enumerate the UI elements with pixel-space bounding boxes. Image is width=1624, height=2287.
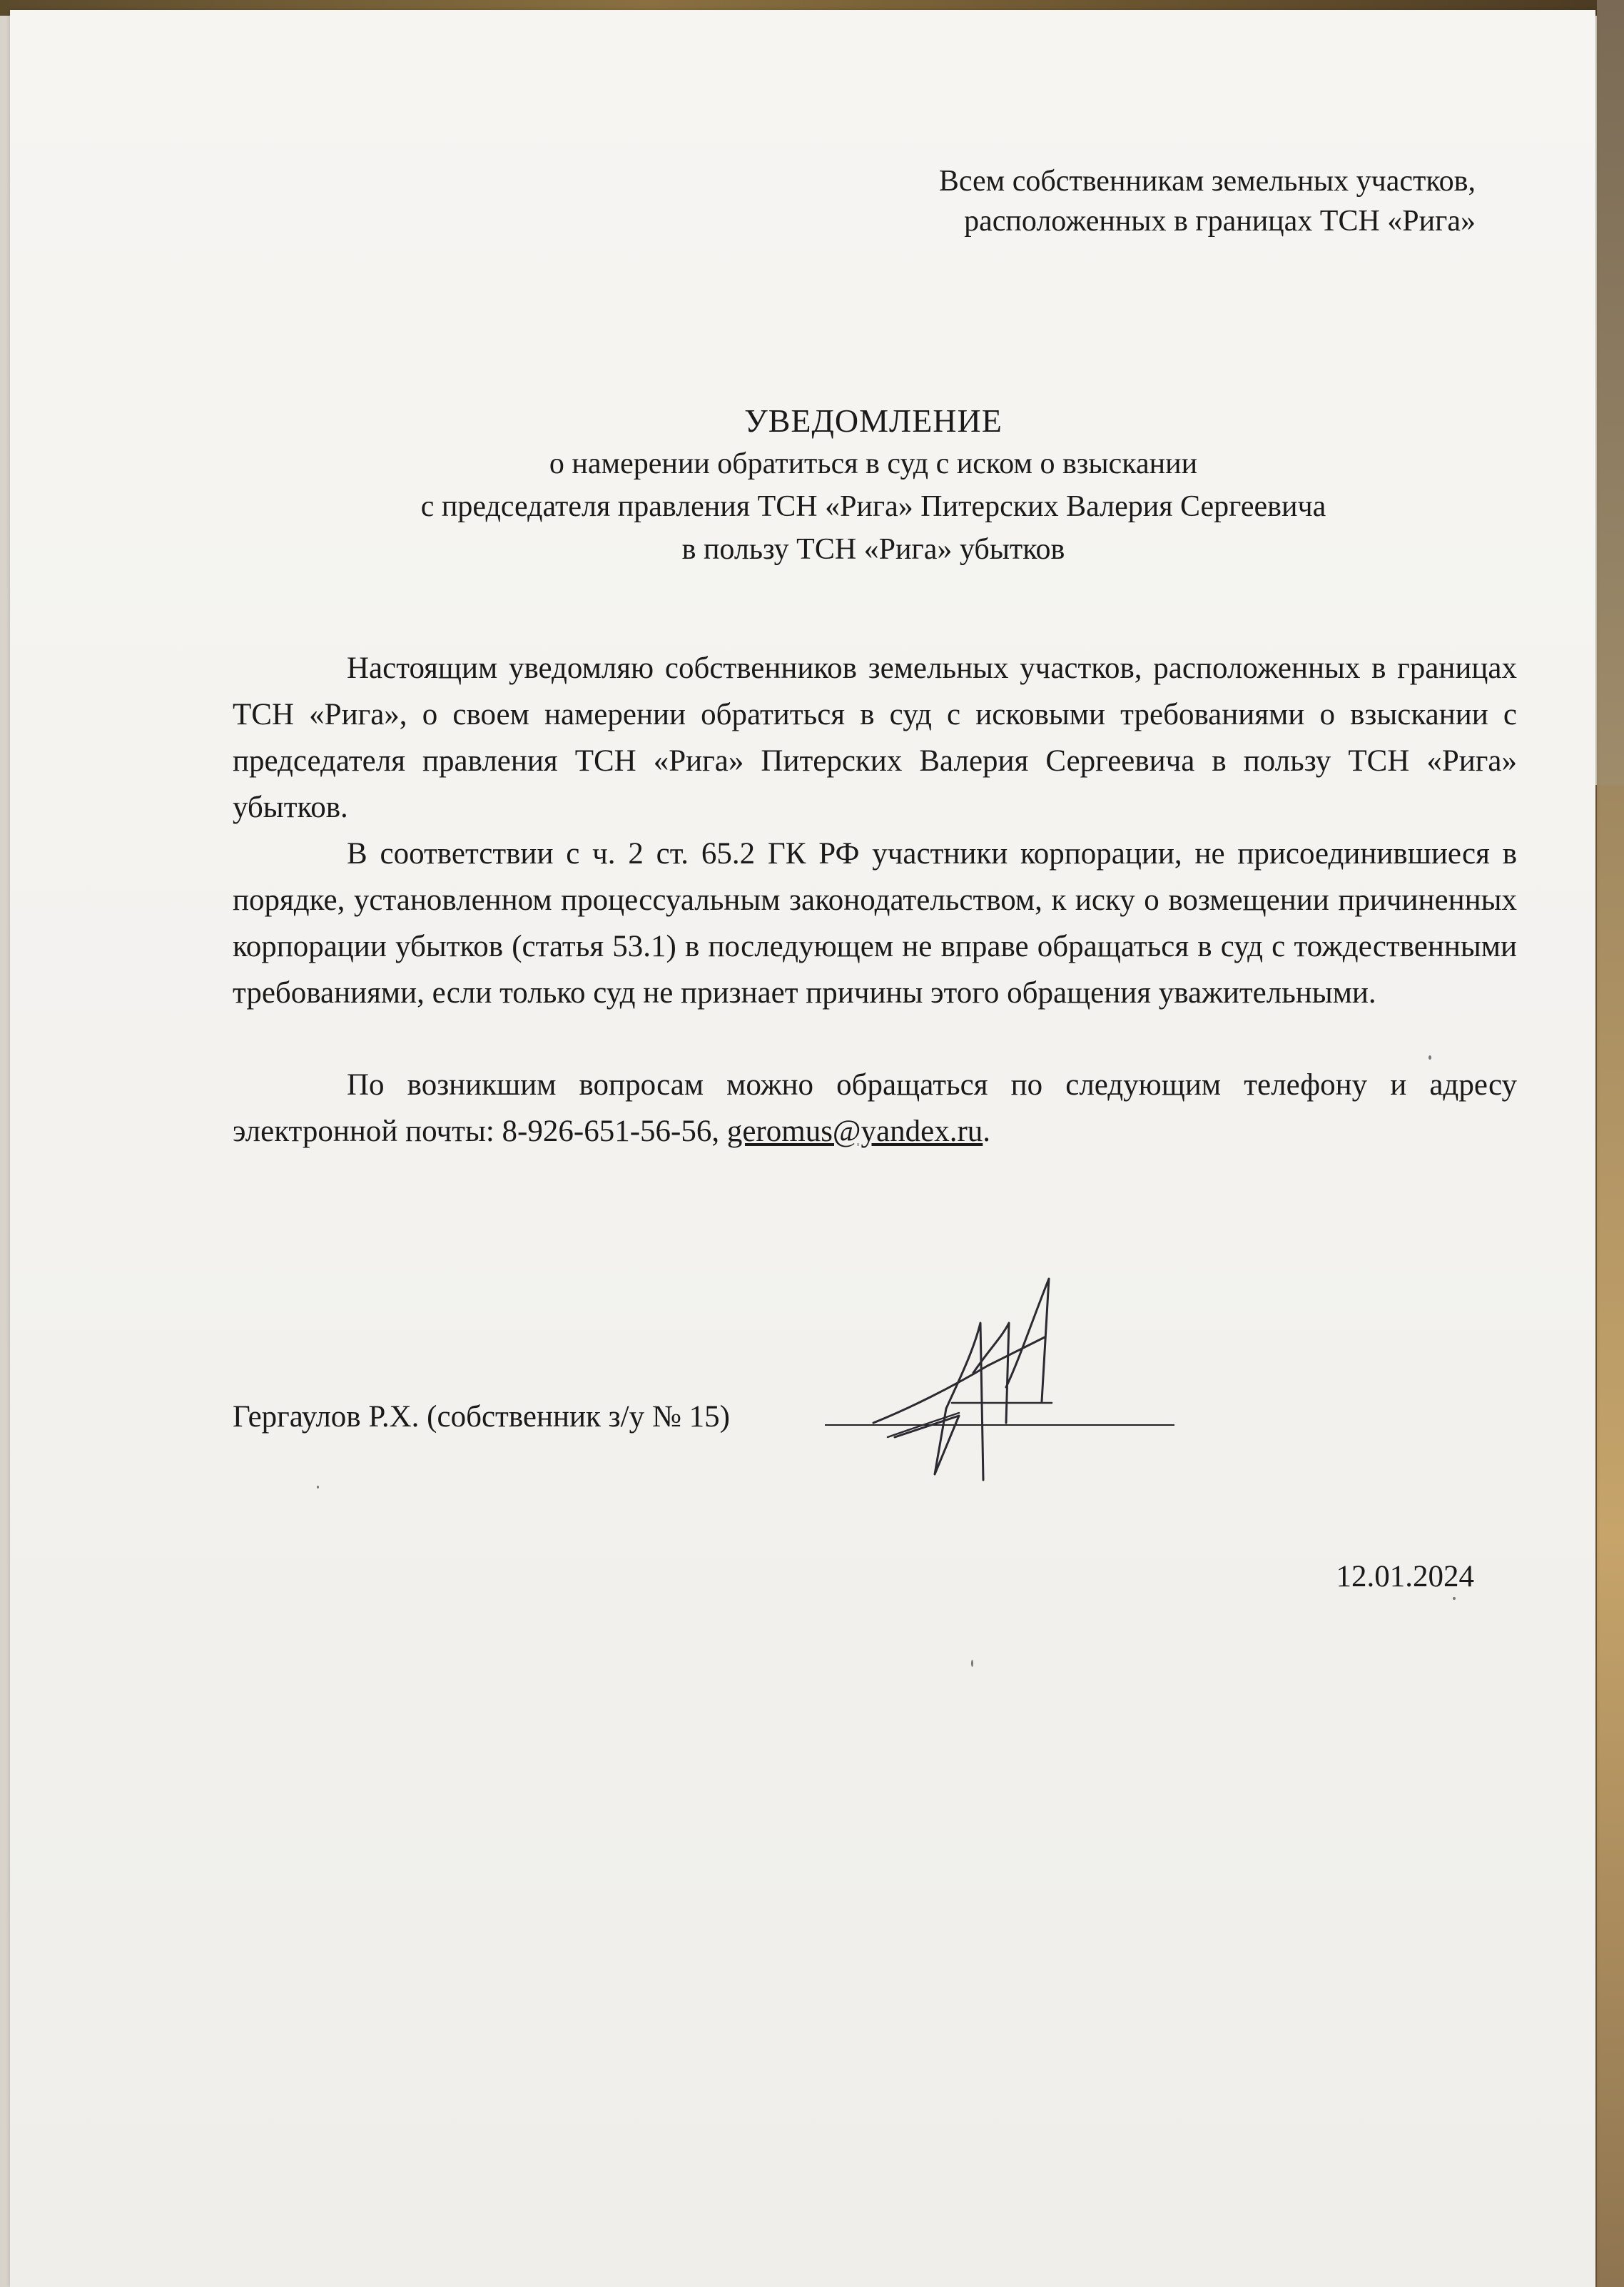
body-paragraph-1: Настоящим уведомляю собственников земельных участков, расположенных в границах ТСН «Рига», о своем намерении обратиться в суд с исковыми требованиями о взыскании с председателя правления ТСН «Рига» Питерских Валерия Сергеевича в пользу ТСН «Рига» убытков. [233, 651, 1517, 824]
body-paragraph-2: В соответствии с ч. 2 ст. 65.2 ГК РФ участники корпорации, не присоединившиеся в порядке, установленном процессуальным законодательством, к иску о возмещении причиненных корпорации убытков (статья 53.1) в последующем не вправе обращаться в суд с тождественными требованиями, если только суд не признает причины этого обращения уважительными. [233, 837, 1517, 1010]
addressee-block [939, 161, 1476, 241]
paper-speck [317, 1486, 319, 1489]
document-title: УВЕДОМЛЕНИЕ [744, 402, 1003, 439]
addressee-line-1: Всем собственникам земельных участков, [938, 165, 1476, 198]
contact-text: По возникшим вопросам можно обращаться по следующим телефону и адресу электронной почты: 8-926-651-56-56, [233, 1068, 1517, 1148]
signer-name: Гергаулов Р.Х. (собственник з/у № 15) [233, 1400, 730, 1434]
addressee-line-2: расположенных в границах ТСН «Рига» [964, 205, 1476, 238]
handwritten-signature [866, 1273, 1095, 1487]
paper-speck [971, 1660, 973, 1667]
paper-speck [1428, 1055, 1431, 1060]
document-sheet [10, 10, 1595, 2287]
title-block [10, 400, 1624, 571]
background-frame-edge [1595, 785, 1624, 2287]
document-body [233, 645, 1517, 1155]
body-paragraph-3 [233, 1062, 1517, 1155]
title-line-2: с председателя правления ТСН «Рига» Питерских Валерия Сергеевича [420, 490, 1326, 523]
document-date: 12.01.2024 [1336, 1560, 1474, 1593]
email-link[interactable]: geromus@yandex.ru [726, 1115, 983, 1148]
paper-speck [1453, 1597, 1456, 1600]
title-line-3: в пользу ТСН «Рига» убытков [681, 533, 1065, 566]
contact-end: . [983, 1115, 991, 1148]
title-line-1: о намерении обратиться в суд с иском о взыскании [549, 447, 1198, 480]
